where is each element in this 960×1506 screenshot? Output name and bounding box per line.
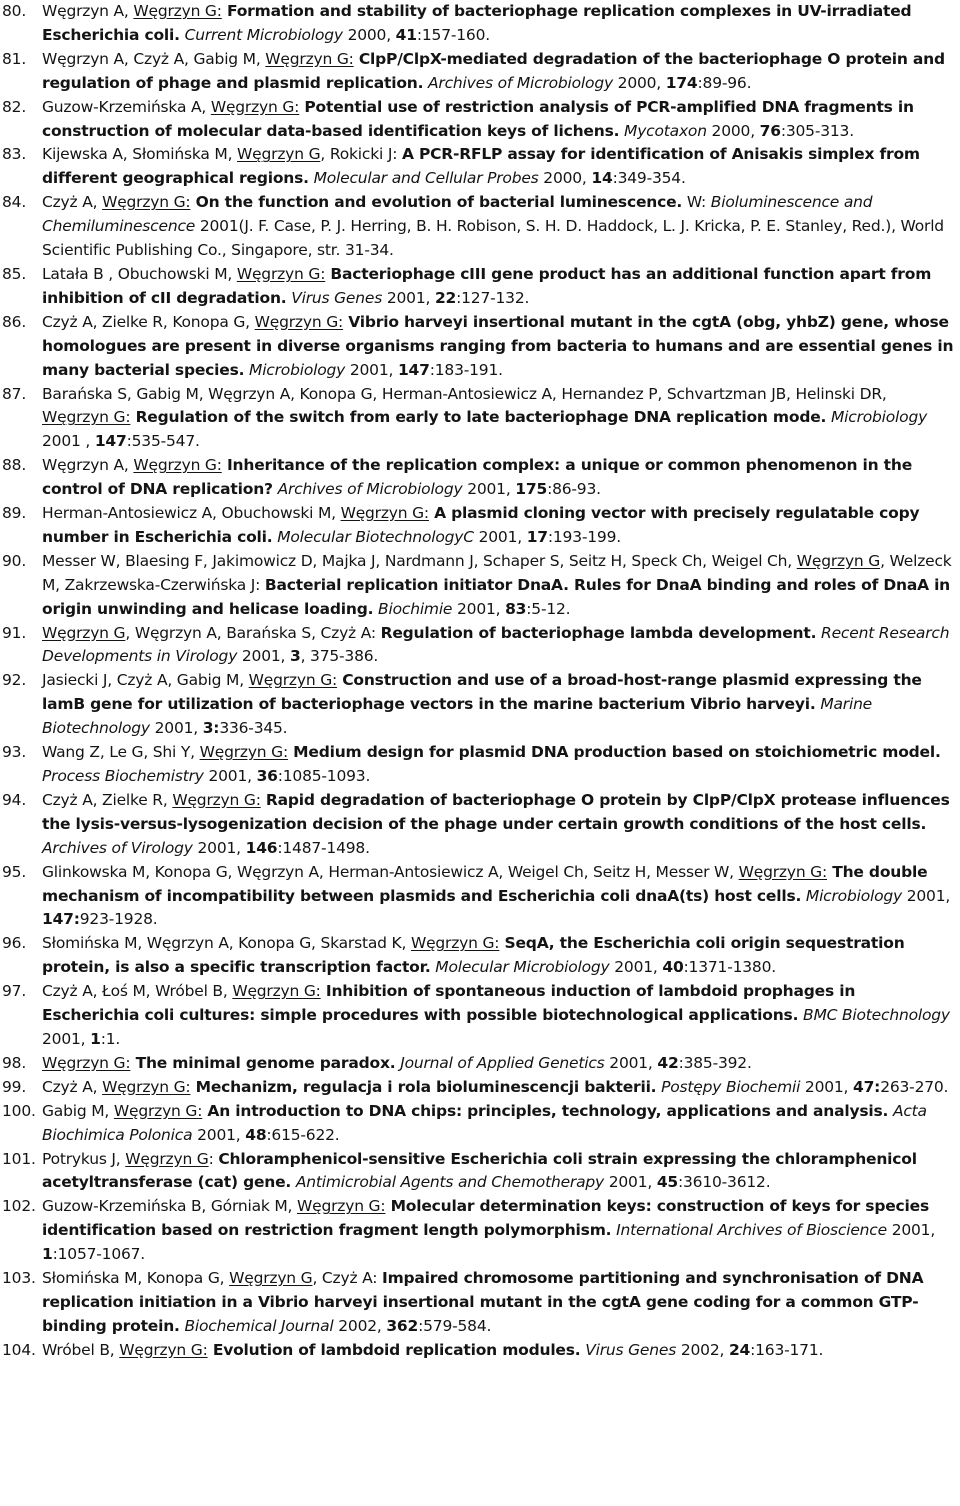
- reference-title: Formation and stability of bacteriophage replication complexes in UV-irradiated Escherichia coli.: [42, 2, 912, 44]
- reference-title: A PCR-RFLP assay for identification of Anisakis simplex from different geographical regions.: [42, 145, 920, 188]
- reference-segment: , Welzeck M, Zakrzewska-Czerwińska J:: [42, 551, 952, 594]
- highlighted-author: Węgrzyn G:: [265, 49, 354, 68]
- highlighted-author: Węgrzyn G:: [199, 743, 288, 762]
- highlighted-author: Węgrzyn G: [125, 1149, 209, 1168]
- reference-segment: 2001 ,: [42, 432, 95, 451]
- reference-segment: :615-622.: [266, 1125, 340, 1144]
- reference-segment: :385-392.: [678, 1053, 752, 1072]
- reference-segment: 2000,: [706, 121, 760, 140]
- reference-segment: 2001,: [345, 360, 398, 379]
- reference-title: 48: [245, 1125, 267, 1144]
- reference-title: Molecular determination keys: construction of keys for species identification based on restriction fragment length polymorphism.: [42, 1197, 929, 1240]
- reference-number: 92.: [2, 671, 27, 690]
- reference-segment: , Czyż A:: [312, 1269, 382, 1288]
- reference-segment: 2001,: [462, 480, 516, 499]
- reference-entry: [2, 263, 956, 311]
- reference-segment: :1487-1498.: [277, 838, 370, 857]
- highlighted-author: Węgrzyn G:: [254, 312, 344, 331]
- reference-text: [42, 1100, 956, 1148]
- reference-text: [42, 191, 956, 263]
- reference-text: [42, 1148, 956, 1196]
- reference-title: Construction and use of a broad-host-range plasmid expressing the lamB gene for utilization of bacteriophage vectors in the marine bacterium Vibrio harveyi.: [42, 671, 922, 714]
- reference-title: Regulation of the switch from early to late bacteriophage DNA replication mode.: [130, 408, 827, 427]
- reference-entry: [2, 550, 956, 622]
- reference-segment: 2001,: [192, 838, 246, 857]
- reference-segment: :1371-1380.: [683, 958, 776, 977]
- highlighted-author: Węgrzyn G:: [119, 1340, 208, 1359]
- reference-segment: Potrykus J,: [42, 1149, 126, 1168]
- reference-number: 91.: [2, 623, 27, 642]
- reference-title: A plasmid cloning vector with precisely regulatable copy number in Escherichia coli.: [42, 504, 920, 546]
- reference-segment: Czyż A, Łoś M, Wróbel B,: [42, 982, 233, 1001]
- reference-segment: :1057-1067.: [52, 1245, 146, 1264]
- reference-entry: [2, 1076, 956, 1100]
- reference-entry: [2, 980, 956, 1052]
- reference-text: [42, 1267, 956, 1339]
- journal-name: Molecular BiotechnologyC: [277, 527, 474, 546]
- reference-title: 76: [759, 121, 781, 140]
- reference-segment: 2000,: [538, 169, 592, 188]
- reference-segment: :193-199.: [547, 527, 621, 546]
- journal-name: Molecular and Cellular Probes: [313, 169, 539, 188]
- reference-segment: :349-354.: [612, 169, 686, 188]
- reference-title: 3:: [202, 719, 220, 738]
- reference-segment: Herman-Antosiewicz A, Obuchowski M,: [42, 504, 341, 523]
- highlighted-author: Węgrzyn G:: [133, 456, 222, 475]
- reference-number: 84.: [2, 193, 27, 212]
- reference-segment: Czyż A, Zielke R, Konopa G,: [42, 312, 255, 331]
- reference-text: [42, 789, 956, 861]
- reference-text: [42, 980, 956, 1052]
- journal-name: Current Microbiology: [184, 25, 343, 44]
- reference-segment: 2001,: [42, 1029, 91, 1048]
- reference-title: 36: [256, 767, 278, 785]
- reference-entry: [2, 1100, 956, 1148]
- reference-text: [42, 454, 956, 502]
- reference-number: 103.: [2, 1269, 36, 1288]
- journal-name: Postępy Biochemii: [661, 1077, 801, 1096]
- reference-number: 100.: [2, 1101, 36, 1120]
- highlighted-author: Węgrzyn G:: [42, 408, 131, 427]
- reference-segment: Latała B , Obuchowski M,: [42, 264, 237, 283]
- reference-title: An introduction to DNA chips: principles, technology, applications and analysis.: [202, 1101, 889, 1120]
- reference-title: Evolution of lambdoid replication modules.: [207, 1340, 581, 1359]
- reference-entry: [2, 48, 956, 96]
- reference-segment: Wang Z, Le G, Shi Y,: [42, 743, 200, 762]
- reference-segment: :163-171.: [750, 1340, 824, 1359]
- highlighted-author: Węgrzyn G: [796, 551, 881, 570]
- reference-entry: [2, 502, 956, 550]
- reference-number: 88.: [2, 456, 27, 475]
- reference-entry: [2, 932, 956, 980]
- reference-segment: 2001,: [149, 719, 203, 738]
- reference-segment: 263-270.: [880, 1077, 949, 1096]
- reference-text: [42, 1052, 956, 1076]
- reference-segment: :1085-1093.: [277, 767, 371, 785]
- reference-segment: Węgrzyn A, Czyż A, Gabig M,: [42, 49, 266, 68]
- reference-title: 41: [395, 25, 417, 44]
- reference-entry: [2, 191, 956, 263]
- reference-entry: [2, 669, 956, 741]
- highlighted-author: Węgrzyn G:: [232, 982, 321, 1001]
- reference-text: [42, 0, 956, 48]
- highlighted-author: Węgrzyn G: [237, 145, 321, 164]
- reference-segment: 2000,: [612, 73, 666, 92]
- reference-title: 40: [662, 958, 684, 977]
- reference-text: [42, 1076, 956, 1100]
- reference-entry: [2, 0, 956, 48]
- highlighted-author: Węgrzyn G:: [340, 504, 429, 523]
- reference-title: Bacterial replication initiator DnaA. Rules for DnaA binding and roles of DnaA in origin unwinding and helicase loading.: [42, 575, 951, 618]
- journal-name: Antimicrobial Agents and Chemotherapy: [295, 1173, 604, 1192]
- journal-name: Virus Genes: [585, 1340, 677, 1359]
- reference-title: Potential use of restriction analysis of PCR-amplified DNA fragments in construction of molecular data-based identification keys of lichens.: [42, 97, 914, 140]
- reference-segment: 2001,: [203, 767, 257, 785]
- reference-number: 80.: [2, 2, 27, 20]
- reference-segment: :579-584.: [418, 1316, 492, 1335]
- reference-title: On the function and evolution of bacterial luminescence.: [190, 193, 683, 212]
- reference-segment: 2001,: [609, 958, 663, 977]
- reference-segment: Czyż A,: [42, 1077, 103, 1096]
- journal-name: Journal of Applied Genetics: [400, 1053, 605, 1072]
- journal-name: Biochimie: [378, 599, 453, 618]
- reference-text: [42, 263, 956, 311]
- reference-segment: 2001,: [800, 1077, 854, 1096]
- reference-entry: [2, 1195, 956, 1267]
- reference-segment: Słomińska M, Węgrzyn A, Konopa G, Skarstad K,: [42, 934, 411, 953]
- highlighted-author: Węgrzyn G:: [410, 934, 500, 953]
- reference-segment: 2001,: [192, 1125, 246, 1144]
- reference-title: Medium design for plasmid DNA production based on stoichiometric model.: [287, 743, 941, 762]
- reference-entry: [2, 789, 956, 861]
- reference-number: 87.: [2, 384, 27, 403]
- reference-segment: :89-96.: [697, 73, 752, 92]
- reference-segment: 923-1928.: [79, 910, 158, 929]
- reference-segment: 2001,: [604, 1053, 658, 1072]
- reference-title: 147: [397, 360, 430, 379]
- reference-entry: [2, 1148, 956, 1196]
- reference-entry: [2, 311, 956, 383]
- reference-number: 97.: [2, 982, 27, 1001]
- reference-number: 96.: [2, 934, 27, 953]
- reference-number: 104.: [2, 1340, 36, 1359]
- journal-name: Molecular Microbiology: [435, 958, 610, 977]
- reference-text: [42, 550, 956, 622]
- journal-name: Acta Biochimica Polonica: [42, 1101, 927, 1144]
- reference-title: 45: [656, 1173, 678, 1192]
- reference-segment: Guzow-Krzemińska A,: [42, 97, 211, 116]
- reference-entry: [2, 1339, 956, 1363]
- reference-segment: Gabig M,: [42, 1101, 114, 1120]
- journal-name: Recent Research Developments in Virology: [42, 623, 950, 666]
- reference-text: [42, 502, 956, 550]
- reference-title: 17: [526, 527, 548, 546]
- reference-segment: 2001,: [237, 647, 290, 666]
- reference-number: 81.: [2, 49, 27, 68]
- reference-entry: [2, 1052, 956, 1076]
- reference-title: 174: [665, 73, 698, 92]
- reference-text: [42, 669, 956, 741]
- reference-segment: Messer W, Blaesing F, Jakimowicz D, Majka J, Nardmann J, Schaper S, Seitz H, Speck Ch, Weigel Ch,: [42, 551, 797, 570]
- reference-number: 82.: [2, 97, 27, 116]
- reference-title: Rapid degradation of bacteriophage O protein by ClpP/ClpX protease influences the lysis-versus-lysogenization decision of the phage under certain growth conditions of the host cells.: [42, 790, 950, 833]
- reference-title: ClpP/ClpX-mediated degradation of the bacteriophage O protein and regulation of phage and plasmid replication.: [42, 49, 945, 92]
- highlighted-author: Węgrzyn G:: [210, 97, 300, 116]
- reference-segment: , Rokicki J:: [320, 145, 402, 164]
- reference-number: 93.: [2, 743, 27, 762]
- reference-segment: 2001,: [603, 1173, 657, 1192]
- highlighted-author: Węgrzyn G: [42, 623, 126, 642]
- reference-segment: :86-93.: [547, 480, 601, 499]
- reference-segment: :1.: [100, 1029, 121, 1048]
- reference-entry: [2, 96, 956, 144]
- reference-number: 94.: [2, 790, 27, 809]
- reference-segment: , 375-386.: [300, 647, 379, 666]
- reference-segment: 2001,: [886, 1221, 936, 1240]
- highlighted-author: Węgrzyn G:: [42, 1053, 131, 1072]
- reference-text: [42, 143, 956, 191]
- reference-text: [42, 311, 956, 383]
- reference-number: 101.: [2, 1149, 36, 1168]
- reference-title: The minimal genome paradox.: [130, 1053, 396, 1072]
- reference-title: Chloramphenicol-sensitive Escherichia coli strain expressing the chloramphenicol acetyltransferase (cat) gene.: [42, 1149, 917, 1192]
- reference-text: [42, 1339, 956, 1363]
- journal-name: Microbiology: [249, 360, 346, 379]
- reference-entry: [2, 143, 956, 191]
- reference-title: The double mechanism of incompatibility between plasmids and Escherichia coli dnaA(ts) host cells.: [42, 862, 928, 905]
- reference-title: Impaired chromosome partitioning and synchronisation of DNA replication initiation in a Vibrio harveyi insertional mutant in the cgtA gene coding for a common GTP-binding protein.: [42, 1269, 924, 1335]
- journal-name: Mycotaxon: [624, 121, 707, 140]
- journal-name: Archives of Microbiology: [428, 73, 613, 92]
- reference-title: 83: [505, 599, 527, 618]
- reference-segment: :3610-3612.: [677, 1173, 771, 1192]
- highlighted-author: Węgrzyn G:: [133, 2, 222, 20]
- reference-text: [42, 861, 956, 933]
- journal-name: BMC Biotechnology: [803, 1006, 950, 1025]
- highlighted-author: Węgrzyn G:: [172, 790, 261, 809]
- highlighted-author: Węgrzyn G:: [738, 862, 828, 881]
- reference-text: [42, 1195, 956, 1267]
- reference-title: Regulation of bacteriophage lambda development.: [380, 623, 817, 642]
- reference-number: 98.: [2, 1053, 27, 1072]
- highlighted-author: Węgrzyn G:: [102, 1077, 191, 1096]
- reference-segment: Węgrzyn A,: [42, 456, 134, 475]
- reference-segment: 2001,: [382, 288, 435, 307]
- reference-number: 89.: [2, 504, 27, 523]
- journal-name: Microbiology: [830, 408, 928, 427]
- highlighted-author: Węgrzyn G:: [236, 264, 326, 283]
- reference-segment: , Węgrzyn A, Barańska S, Czyż A:: [125, 623, 381, 642]
- reference-segment: :5-12.: [526, 599, 571, 618]
- reference-text: [42, 741, 956, 789]
- reference-entry: [2, 741, 956, 789]
- highlighted-author: Węgrzyn G:: [248, 671, 338, 690]
- reference-title: SeqA, the Escherichia coli origin sequestration protein, is also a specific transcription factor.: [42, 934, 905, 977]
- reference-segment: 2002,: [676, 1340, 729, 1359]
- reference-number: 85.: [2, 264, 27, 283]
- reference-text: [42, 48, 956, 96]
- reference-title: 1: [42, 1245, 53, 1264]
- reference-number: 102.: [2, 1197, 36, 1216]
- reference-title: Bacteriophage cIII gene product has an additional function apart from inhibition of cII degradation.: [42, 264, 932, 307]
- reference-entry: [2, 622, 956, 670]
- reference-segment: Barańska S, Gabig M, Węgrzyn A, Konopa G, Herman-Antosiewicz A, Hernandez P, Schvartzman JB, Helinski DR,: [42, 384, 887, 403]
- reference-segment: Węgrzyn A,: [42, 2, 134, 20]
- journal-name: International Archives of Bioscience: [616, 1221, 887, 1240]
- reference-title: Inhibition of spontaneous induction of lambdoid prophages in Escherichia coli cultures: simple procedures with possible biotechnological applications.: [42, 982, 856, 1025]
- reference-number: 95.: [2, 862, 27, 881]
- reference-text: [42, 96, 956, 144]
- reference-text: [42, 622, 956, 670]
- reference-title: 1: [90, 1029, 101, 1048]
- reference-segment: :157-160.: [416, 25, 490, 44]
- reference-title: Mechanizm, regulacja i rola bioluminescencji bakterii.: [190, 1077, 657, 1096]
- reference-title: 42: [657, 1053, 679, 1072]
- reference-segment: Czyż A, Zielke R,: [42, 790, 173, 809]
- reference-text: [42, 383, 956, 455]
- reference-title: 147: [94, 432, 127, 451]
- reference-number: 90.: [2, 551, 27, 570]
- highlighted-author: Węgrzyn G:: [102, 193, 191, 212]
- reference-title: 14: [591, 169, 613, 188]
- journal-name: Archives of Microbiology: [277, 480, 463, 499]
- reference-segment: 2001,: [902, 886, 951, 905]
- reference-segment: Wróbel B,: [42, 1340, 120, 1359]
- reference-title: 47:: [853, 1077, 881, 1096]
- reference-entry: [2, 383, 956, 455]
- reference-segment: Guzow-Krzemińska B, Górniak M,: [42, 1197, 298, 1216]
- reference-segment: :305-313.: [780, 121, 854, 140]
- journal-name: Bioluminescence and Chemiluminescence: [42, 193, 873, 236]
- reference-entry: [2, 454, 956, 502]
- reference-title: 147:: [42, 910, 80, 929]
- reference-entry: [2, 861, 956, 933]
- reference-title: 146: [245, 838, 278, 857]
- reference-segment: W:: [682, 193, 711, 212]
- highlighted-author: Węgrzyn G: [229, 1269, 313, 1288]
- reference-segment: :535-547.: [126, 432, 200, 451]
- reference-number: 86.: [2, 312, 27, 331]
- reference-text: [42, 932, 956, 980]
- reference-segment: Czyż A,: [42, 193, 103, 212]
- reference-segment: 2001(J. F. Case, P. J. Herring, B. H. Robison, S. H. D. Haddock, L. J. Kricka, P. E. Stanley, Red.), World Scientific Publishing Co., Singapore, str. 31-34.: [42, 217, 944, 260]
- reference-number: 83.: [2, 145, 27, 164]
- highlighted-author: Węgrzyn G:: [297, 1197, 386, 1216]
- reference-title: Vibrio harveyi insertional mutant in the cgtA (obg, yhbZ) gene, whose homologues are present in diverse organisms ranging from bacteria to humans and are essential genes in many bacterial species.: [42, 312, 954, 379]
- reference-title: 362: [386, 1316, 419, 1335]
- reference-segment: 2001,: [452, 599, 506, 618]
- journal-name: Marine Biotechnology: [42, 695, 873, 738]
- reference-title: 24: [728, 1340, 751, 1359]
- reference-segment: Słomińska M, Konopa G,: [42, 1269, 230, 1288]
- reference-title: 175: [515, 480, 548, 499]
- reference-segment: :183-191.: [429, 360, 503, 379]
- journal-name: Process Biochemistry: [42, 767, 204, 785]
- reference-title: Inheritance of the replication complex: a unique or common phenomenon in the control of DNA replication?: [42, 456, 913, 499]
- reference-segment: 2001,: [473, 527, 527, 546]
- journal-name: Microbiology: [805, 886, 902, 905]
- reference-segment: Glinkowska M, Konopa G, Węgrzyn A, Herman-Antosiewicz A, Weigel Ch, Seitz H, Messer W,: [42, 862, 739, 881]
- journal-name: Biochemical Journal: [184, 1316, 334, 1335]
- reference-segment: 336-345.: [219, 719, 288, 738]
- reference-segment: :127-132.: [456, 288, 530, 307]
- reference-segment: Kijewska A, Słomińska M,: [42, 145, 238, 164]
- journal-name: Archives of Virology: [42, 838, 193, 857]
- reference-segment: :: [208, 1149, 219, 1168]
- reference-segment: Jasiecki J, Czyż A, Gabig M,: [42, 671, 249, 690]
- reference-segment: 2002,: [333, 1316, 387, 1335]
- highlighted-author: Węgrzyn G:: [113, 1101, 203, 1120]
- reference-title: 3: [290, 647, 301, 666]
- reference-title: 22: [434, 288, 457, 307]
- journal-name: Virus Genes: [291, 288, 383, 307]
- reference-segment: 2000,: [342, 25, 396, 44]
- reference-number: 99.: [2, 1077, 27, 1096]
- reference-entry: [2, 1267, 956, 1339]
